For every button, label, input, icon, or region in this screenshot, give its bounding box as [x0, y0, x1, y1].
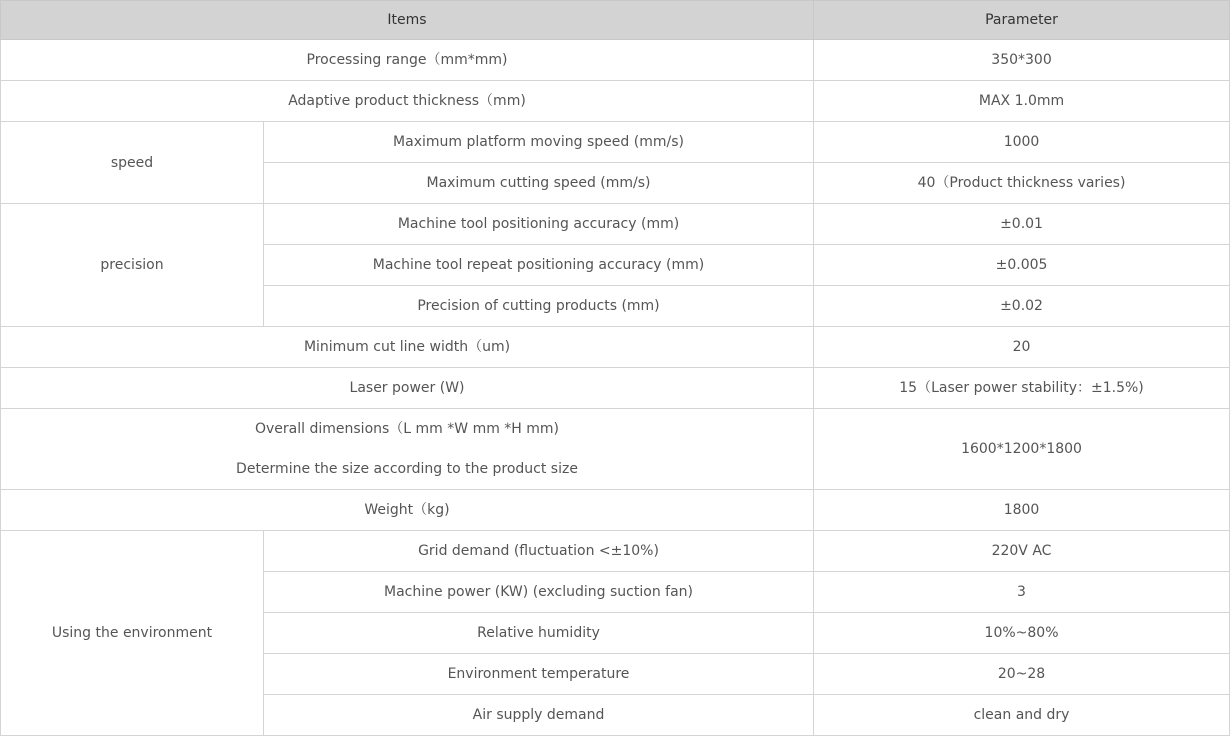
header-items: Items	[1, 1, 814, 40]
row-value: 1000	[814, 122, 1230, 163]
row-label: Maximum cutting speed (mm/s)	[264, 163, 814, 204]
row-value: MAX 1.0mm	[814, 81, 1230, 122]
row-value: 40（Product thickness varies)	[814, 163, 1230, 204]
row-label: Relative humidity	[264, 613, 814, 654]
row-label: Laser power (W)	[1, 368, 814, 409]
row-value: 15（Laser power stability：±1.5%)	[814, 368, 1230, 409]
group-label-precision: precision	[1, 204, 264, 327]
header-row	[1, 1, 1230, 40]
row-value: 10%~80%	[814, 613, 1230, 654]
table-row	[1, 409, 1230, 490]
row-value: 20~28	[814, 654, 1230, 695]
row-label: Environment temperature	[264, 654, 814, 695]
row-label: Machine tool repeat positioning accuracy (mm)	[264, 245, 814, 286]
table-row	[1, 81, 1230, 122]
table-row	[1, 531, 1230, 572]
row-value: 20	[814, 327, 1230, 368]
row-value: clean and dry	[814, 695, 1230, 736]
table-row	[1, 122, 1230, 163]
row-label: Precision of cutting products (mm)	[264, 286, 814, 327]
table-row	[1, 40, 1230, 81]
row-value: ±0.02	[814, 286, 1230, 327]
row-value: 1800	[814, 490, 1230, 531]
row-label: Maximum platform moving speed (mm/s)	[264, 122, 814, 163]
row-value: ±0.005	[814, 245, 1230, 286]
row-value: 220V AC	[814, 531, 1230, 572]
row-label: Adaptive product thickness（mm)	[1, 81, 814, 122]
group-label-environment: Using the environment	[1, 531, 264, 736]
dimensions-label: Overall dimensions（L mm *W mm *H mm)	[255, 421, 560, 437]
row-label: Processing range（mm*mm)	[1, 40, 814, 81]
row-value: 1600*1200*1800	[814, 409, 1230, 490]
row-value: 3	[814, 572, 1230, 613]
dimensions-note: Determine the size according to the product size	[236, 461, 578, 477]
table-row	[1, 490, 1230, 531]
row-label: Air supply demand	[264, 695, 814, 736]
row-label-dimensions	[1, 409, 814, 490]
table-row	[1, 368, 1230, 409]
row-value: 350*300	[814, 40, 1230, 81]
row-label: Machine tool positioning accuracy (mm)	[264, 204, 814, 245]
row-label: Machine power (KW) (excluding suction fan)	[264, 572, 814, 613]
table-row	[1, 327, 1230, 368]
header-parameter: Parameter	[814, 1, 1230, 40]
group-label-speed: speed	[1, 122, 264, 204]
row-label: Minimum cut line width（um)	[1, 327, 814, 368]
row-label: Weight（kg)	[1, 490, 814, 531]
row-label: Grid demand (fluctuation <±10%)	[264, 531, 814, 572]
table-row	[1, 204, 1230, 245]
row-value: ±0.01	[814, 204, 1230, 245]
